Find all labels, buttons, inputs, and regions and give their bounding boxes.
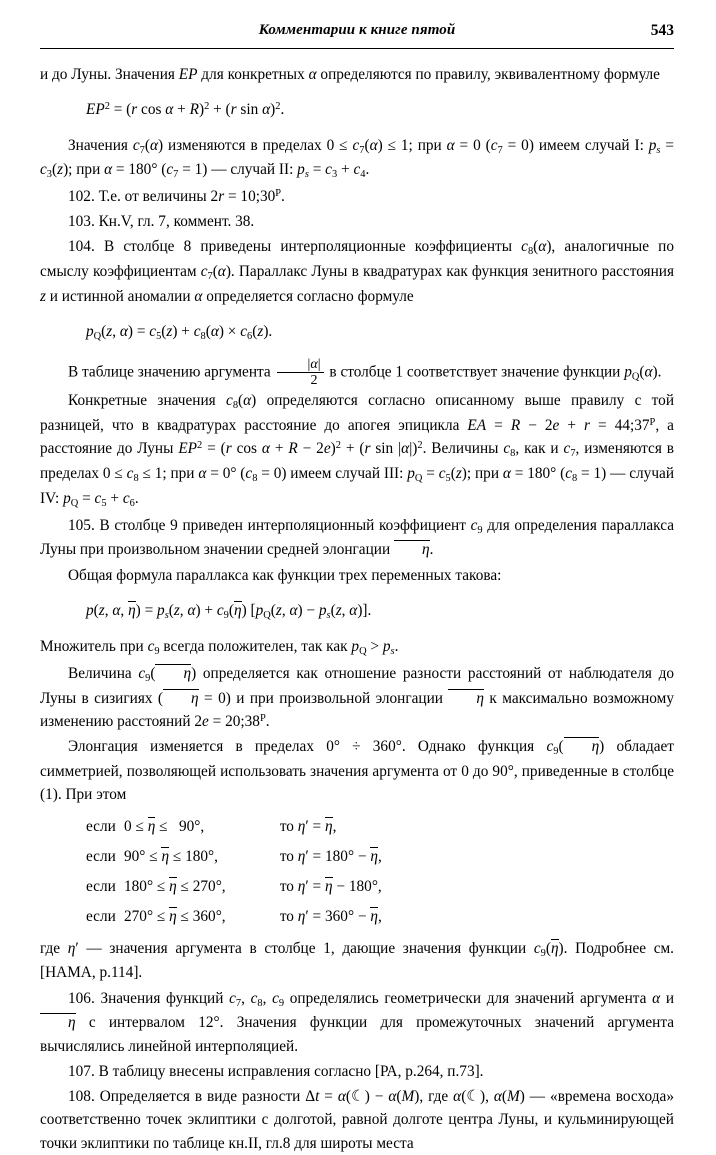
paragraph-c8-detail: Конкретные значения c8(α) определяются согласно описанному выше правилу с той разницей, что в квадратурах расстояние до апогея эпицикла EA = $R - 2e + r = 44;37^Р$, а расстояние до Луны $EP^2 = (r$ cos α + R − 2e)$^2$ + (r sin |α|)$^2$. Величины c8, как и c7, изменяются в пределах 0 ≤ c8 ≤ 1; при α = 0° (c8 = 0) имеем случай III: pQ = c5(z); при α = 180° (c8 = 1) — случай IV: pQ = c5 + c6. xyxy=(40,392,675,509)
equation-general-parallax: p(z, α, $\eta) = p_s(z$, α) + c9(η) [pQ(z, $\alpha) - p_s(z$, α)]. xyxy=(86,601,372,621)
condition-label: если xyxy=(86,817,116,835)
paragraph-general-formula-intro: Общая формула параллакса как функции трех переменных такова: xyxy=(68,566,502,584)
paragraph-note-105: 105. В столбце 9 приведен интерполяционный коэффициент c9 для определения параллакса Луны при произвольном значении средней элонгации η. xyxy=(40,516,674,559)
paragraph-c9-definition: Величина c9( η) определяется как отношение разности расстояний от наблюдателя до Луны в сизигиях ( η = 0) и при произвольной элонгации η к максимально возможному изменению расстояний $2e = 20;38^Р$. xyxy=(40,665,674,731)
paragraph-intro: и до Луны. Значения ЕР для конкретных α определяются по правилу, эквивалентному формуле xyxy=(40,66,660,83)
condition-label: если xyxy=(86,878,116,896)
paragraph-eta-prime-note: где η′ — значения аргумента в столбце 1, дающие значения функции c9(η). Подробнее см. [НАМА, р.114]. xyxy=(40,939,675,982)
condition-row: если 0 ≤ η ≤ 90°, то η′ = η, xyxy=(86,815,674,838)
paragraph-note-106: 106. Значения функций c7, c8, c9 определялись геометрически для значений аргумента α и η с интервалом 12°. Значения функции для промежуточных значений аргумента вычислялись линейной интерполяцией. xyxy=(40,989,675,1055)
condition-row: если 180° ≤ η ≤ 270°, то η′ = η − 180°, xyxy=(86,875,674,898)
header-divider xyxy=(40,48,674,49)
page-header xyxy=(40,22,674,44)
condition-list xyxy=(40,815,674,929)
running-head-title: Комментарии к книге пятой xyxy=(258,22,456,38)
condition-label: если xyxy=(86,847,116,865)
page-number: 543 xyxy=(650,22,674,39)
paragraph-argument-table: В таблице значению аргумента $\frac{|\alpha|}{2}$ в столбце 1 соответствует значение функции pQ(α). xyxy=(68,355,662,388)
equation-ep-squared: $EP^2 = (r$ cos α + R)$^2$ + (r sin α)$^2$. xyxy=(86,101,285,119)
paragraph-note-107: 107. В таблицу внесены исправления согласно [РА, р.264, п.73]. xyxy=(68,1062,484,1080)
condition-row: если 270° ≤ η ≤ 360°, то η′ = 360° − η, xyxy=(86,905,674,928)
paragraph-elongation-symmetry: Элонгация изменяется в пределах 0° ÷ 360°. Однако функция c9( η) обладает симметрией, позволяющей использовать значения аргумента от 0 до 90°, приведенные в столбце (1). При этом xyxy=(40,738,674,804)
paragraph-note-102: 102. Т.е. от величины $2r = 10;30^Р$. xyxy=(68,187,285,205)
condition-row: если 90° ≤ η ≤ 180°, то η′ = 180° − η, xyxy=(86,845,674,868)
page-body xyxy=(40,63,674,1155)
paragraph-note-104: 104. В столбце 8 приведены интерполяционные коэффициенты c8(α), аналогичные по смыслу коэффициентам c7(α). Параллакс Луны в квадратурах как функция зенитного расстояния z и истинной аномалии α определяется согласно формуле xyxy=(40,238,674,305)
paragraph-note-108: 108. Определяется в виде разности Δt = α(☾) − α(M), где α(☾), α(M) — «времена восхода» соответственно точек эклиптики с долготой, равной долготе центра Луны, и кульминирующей точки эклиптики по таблице кн.II, гл.8 для широты места xyxy=(40,1088,674,1152)
paragraph-c7-range: Значения c7(α) изменяются в пределах 0 ≤ c7(α) ≤ 1; при α = 0 (c7 = 0) имеем случай I: $p_s = c3(z)$; при α = 180° (c7 = 1) — случай II: $p_s = c3 + c4$. xyxy=(40,136,675,181)
equation-pq: pQ(z, α) = c5(z) + c8(α) × c6(z). xyxy=(86,323,273,343)
paragraph-note-103: 103. Кн.V, гл. 7, коммент. 38. xyxy=(68,213,255,231)
paragraph-multiplier: Множитель при c9 всегда положителен, так как pQ > $p_s$. xyxy=(40,638,399,658)
condition-label: если xyxy=(86,908,116,926)
